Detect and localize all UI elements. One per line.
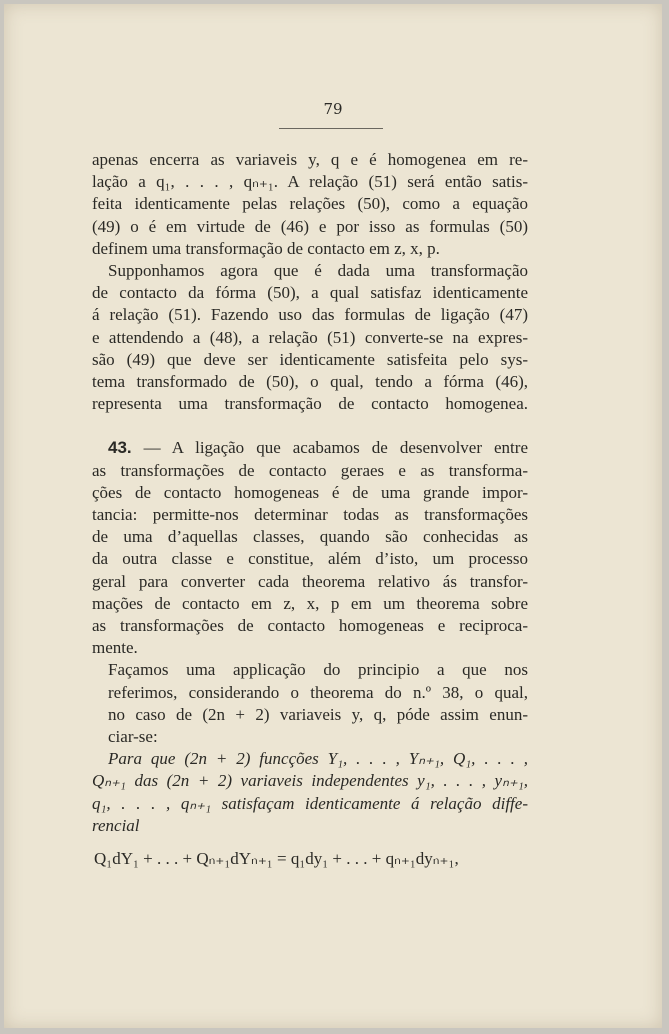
text-line: mente.: [92, 638, 138, 658]
text-line: referimos, considerando o theorema do n.º 38, o qual,: [108, 682, 528, 702]
body-text: [92, 149, 528, 837]
theorem: [92, 748, 528, 837]
text-line: de contacto da fórma (50), a qual satisfaz identicamente: [92, 283, 528, 303]
text-line: geral para converter cada theorema relativo ás transfor-: [92, 571, 528, 591]
page-number: 79: [323, 100, 343, 118]
text-line: e attendendo a (48), a relação (51) converte-se na expres-: [92, 327, 528, 347]
text-line: tancia: permitte-nos determinar todas as transformações: [92, 505, 528, 525]
text-line: mações de contacto em z, x, p em um theorema sobre: [92, 593, 528, 613]
text-line: rencial: [92, 815, 140, 835]
text-line: lação a q₁, . . . , qₙ₊₁. A relação (51) será então satis-: [92, 172, 528, 192]
text-line: representa uma transformação de contacto homogenea.: [92, 394, 528, 414]
paragraph-4: [92, 659, 528, 748]
paragraph-1: [92, 149, 528, 260]
text-line: tema transformado de (50), o qual, tendo a fórma (46),: [92, 372, 528, 392]
text-line: as transformações de contacto homogeneas e reciproca-: [92, 616, 528, 636]
text-line: [92, 437, 528, 459]
paragraph-3: [92, 437, 528, 659]
text-line: á relação (51). Fazendo uso das formulas de ligação (47): [92, 305, 528, 325]
text-line: são (49) que deve ser identicamente satisfeita pelo sys-: [92, 349, 528, 369]
text-line: ciar-se:: [108, 727, 158, 747]
section-gap: [92, 415, 528, 437]
text-line: definem uma transformação de contacto em z, x, p.: [92, 238, 440, 258]
text-line: ções de contacto homogeneas é de uma grande impor-: [92, 482, 528, 502]
text-line: apenas encerra as variaveis y, q e é homogenea em re-: [92, 150, 528, 169]
book-page: [4, 4, 662, 1028]
formula: Q₁dY₁ + . . . + Qₙ₊₁dYₙ₊₁ = q₁dy₁ + . . . + qₙ₊₁dyₙ₊₁,: [94, 849, 459, 868]
text-line: Qₙ₊₁ das (2n + 2) variaveis independentes y₁, . . . , yₙ₊₁,: [92, 771, 528, 791]
text-line: no caso de (2n + 2) variaveis y, q, póde assim enun-: [108, 704, 528, 724]
text-line: as transformações de contacto geraes e as transforma-: [92, 460, 528, 480]
text-line: Supponhamos agora que é dada uma transformação: [108, 261, 528, 281]
header-rule: [279, 128, 383, 129]
section-number: 43.: [108, 438, 132, 458]
section-first-line: — A ligação que acabamos de desenvolver entre: [131, 438, 528, 458]
text-line: (49) o é em virtude de (46) e por isso as formulas (50): [92, 216, 528, 236]
text-line: q₁, . . . , qₙ₊₁ satisfaçam identicamente á relação diffe-: [92, 793, 528, 813]
text-line: da outra classe e constitue, além d’isto, um processo: [92, 549, 528, 569]
text-line: Para que (2n + 2) funcções Y₁, . . . , Yₙ₊₁, Q₁, . . . ,: [108, 749, 528, 769]
text-line: de uma d’aquellas classes, quando são conhecidas as: [92, 527, 528, 547]
paragraph-2: [92, 260, 528, 415]
text-line: feita identicamente pelas relações (50), como a equação: [92, 194, 528, 214]
text-line: Façamos uma applicação do principio a que nos: [108, 660, 528, 680]
